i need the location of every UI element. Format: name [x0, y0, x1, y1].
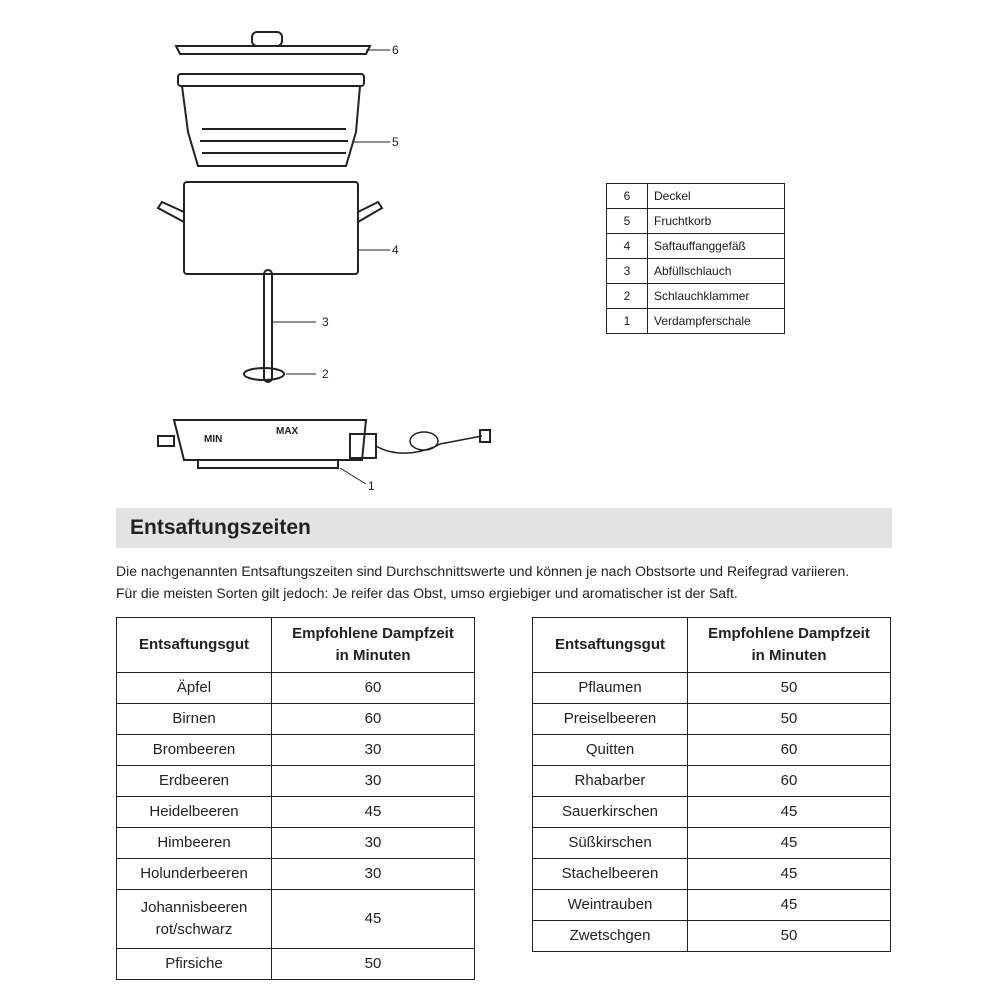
callout-5: 5	[392, 135, 399, 149]
legend-number: 3	[607, 259, 648, 284]
fruit-cell: Brombeeren	[117, 735, 272, 766]
table-row	[533, 766, 891, 797]
section-title: Entsaftungszeiten	[130, 516, 311, 539]
basket-holes-pattern-2	[200, 140, 348, 142]
table-row	[533, 890, 891, 921]
legend-label: Abfüllschlauch	[648, 259, 785, 284]
header-steam-time-line2: in Minuten	[751, 647, 827, 664]
fruit-cell: Äpfel	[117, 673, 272, 704]
fruit-cell-line2: rot/schwarz	[155, 921, 233, 938]
container-handle-right	[358, 202, 382, 222]
header-steam-time-line2: in Minuten	[335, 647, 411, 664]
fruit-cell: Birnen	[117, 704, 272, 735]
table-row	[533, 797, 891, 828]
legend-number: 1	[607, 309, 648, 334]
minutes-cell: 50	[688, 673, 891, 704]
table-row	[533, 859, 891, 890]
steam-juicer-diagram	[140, 10, 520, 500]
legend-number: 4	[607, 234, 648, 259]
table-row	[117, 890, 475, 949]
fruit-cell: Himbeeren	[117, 828, 272, 859]
table-row	[533, 921, 891, 952]
juice-container-drawing	[184, 182, 358, 274]
fruit-cell: Sauerkirschen	[533, 797, 688, 828]
minutes-cell: 45	[688, 859, 891, 890]
fruit-cell: Quitten	[533, 735, 688, 766]
power-cord-drawing	[376, 436, 482, 453]
legend-label: Schlauchklammer	[648, 284, 785, 309]
lid-drawing	[176, 46, 370, 54]
table-row	[117, 766, 475, 797]
callout-2: 2	[322, 367, 329, 381]
fruit-cell: Rhabarber	[533, 766, 688, 797]
table-header-row	[117, 618, 475, 673]
fruit-cell: Preiselbeeren	[533, 704, 688, 735]
intro-line-1: Die nachgenannten Entsaftungszeiten sind Durchschnittswerte und können je nach Obstsorte und Reifegrad variieren.	[116, 563, 850, 579]
table-row	[533, 828, 891, 859]
legend-row	[607, 259, 785, 284]
pan-base-drawing	[198, 460, 338, 468]
fruit-cell: Holunderbeeren	[117, 859, 272, 890]
minutes-cell: 45	[272, 890, 475, 949]
minutes-cell: 45	[688, 828, 891, 859]
legend-number: 6	[607, 184, 648, 209]
minutes-cell: 45	[688, 890, 891, 921]
fruit-cell-line1: Johannisbeeren	[140, 899, 248, 916]
header-steam-time-line1: Empfohlene Dampfzeit	[708, 625, 870, 642]
header-steam-time-line1: Empfohlene Dampfzeit	[292, 625, 454, 642]
basket-holes-pattern-3	[202, 152, 346, 154]
minutes-cell: 30	[272, 859, 475, 890]
callout-6: 6	[392, 43, 399, 57]
fruit-cell: Pflaumen	[533, 673, 688, 704]
minutes-cell: 50	[688, 921, 891, 952]
legend-number: 2	[607, 284, 648, 309]
scale-min-label: MIN	[204, 434, 223, 445]
table-row	[117, 797, 475, 828]
minutes-cell: 60	[272, 673, 475, 704]
legend-row	[607, 284, 785, 309]
lid-knob-drawing	[252, 32, 282, 46]
legend-label: Deckel	[648, 184, 785, 209]
table-row	[117, 704, 475, 735]
minutes-cell: 45	[272, 797, 475, 828]
juicing-times-table-left	[116, 617, 475, 980]
legend-label: Fruchtkorb	[648, 209, 785, 234]
minutes-cell: 30	[272, 766, 475, 797]
exploded-view-drawing	[140, 10, 520, 500]
minutes-cell: 60	[272, 704, 475, 735]
header-steam-time	[272, 618, 475, 673]
callout-3: 3	[322, 315, 329, 329]
minutes-cell: 45	[688, 797, 891, 828]
table-row	[117, 735, 475, 766]
table-header-row	[533, 618, 891, 673]
pan-spout-drawing	[158, 436, 174, 446]
fruit-cell: Zwetschgen	[533, 921, 688, 952]
minutes-cell: 50	[688, 704, 891, 735]
pan-leader-line	[340, 468, 366, 484]
legend-number: 5	[607, 209, 648, 234]
legend-row	[607, 234, 785, 259]
fruit-cell: Stachelbeeren	[533, 859, 688, 890]
header-steam-time	[688, 618, 891, 673]
table-row	[117, 828, 475, 859]
container-handle-left	[158, 202, 184, 222]
fruit-cell: Weintrauben	[533, 890, 688, 921]
legend-label: Verdampferschale	[648, 309, 785, 334]
fruit-cell: Heidelbeeren	[117, 797, 272, 828]
intro-line-2: Für die meisten Sorten gilt jedoch: Je reifer das Obst, umso ergiebiger und aromatischer ist der Saft.	[116, 585, 738, 601]
legend-label: Saftauffanggefäß	[648, 234, 785, 259]
minutes-cell: 30	[272, 735, 475, 766]
filling-hose-drawing	[264, 270, 272, 382]
juicing-times-table-right	[532, 617, 891, 952]
intro-text	[116, 560, 906, 604]
section-heading-bar	[116, 508, 892, 548]
header-fruit: Entsaftungsgut	[533, 618, 688, 673]
minutes-cell: 60	[688, 766, 891, 797]
fruit-cell: Pfirsiche	[117, 949, 272, 980]
legend-row	[607, 184, 785, 209]
legend-row	[607, 209, 785, 234]
minutes-cell: 30	[272, 828, 475, 859]
fruit-cell: Erdbeeren	[117, 766, 272, 797]
basket-holes-pattern	[202, 128, 346, 130]
table-row	[117, 949, 475, 980]
table-row	[117, 673, 475, 704]
parts-legend-table	[606, 183, 785, 334]
table-row	[533, 673, 891, 704]
fruit-cell: Süßkirschen	[533, 828, 688, 859]
basket-rim-drawing	[178, 74, 364, 86]
callout-1: 1	[368, 479, 375, 493]
minutes-cell: 50	[272, 949, 475, 980]
scale-max-label: MAX	[276, 426, 299, 437]
table-row	[117, 859, 475, 890]
header-fruit: Entsaftungsgut	[117, 618, 272, 673]
cord-loop-drawing	[410, 432, 438, 450]
table-row	[533, 704, 891, 735]
callout-4: 4	[392, 243, 399, 257]
evaporator-pan-drawing	[174, 420, 366, 460]
legend-row	[607, 309, 785, 334]
minutes-cell: 60	[688, 735, 891, 766]
fruit-cell	[117, 890, 272, 949]
table-row	[533, 735, 891, 766]
